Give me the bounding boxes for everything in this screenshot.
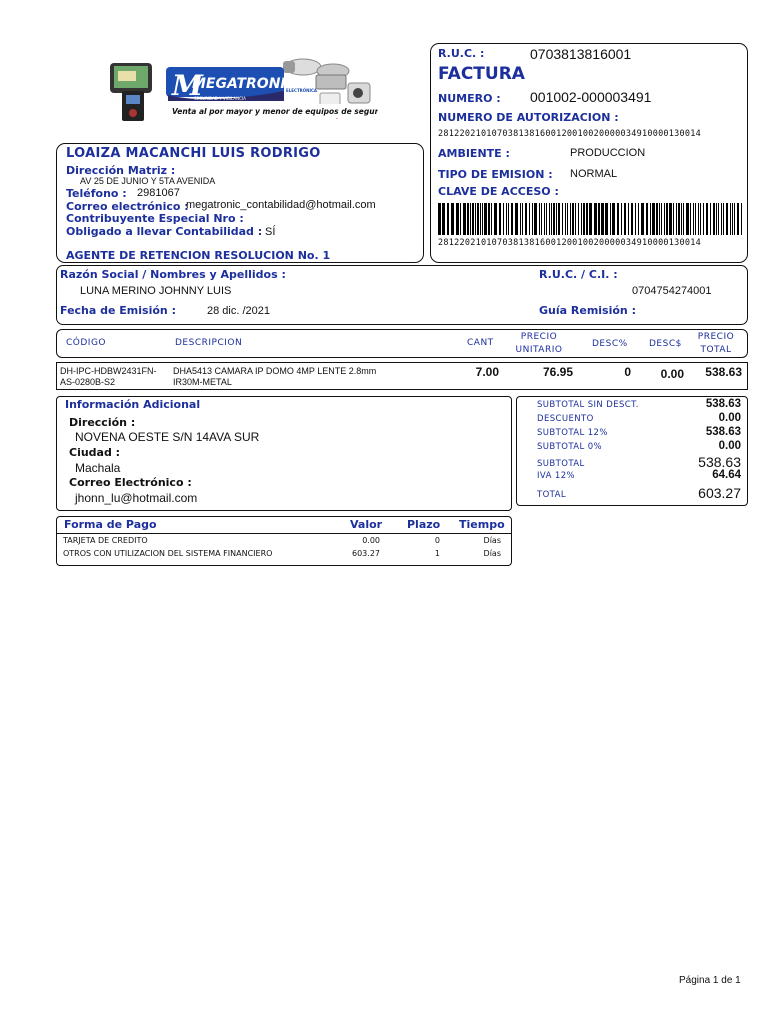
payment-value: 603.27 [352,549,380,558]
barcode-bar [695,203,696,235]
barcode-bar [638,203,639,235]
col-header-unit-price [508,331,570,357]
barcode-bar [732,203,733,235]
invoice-ruc-label: R.U.C. : [438,47,485,60]
invoice-access-key: 2812202101070381381600120010020000034910000130014 [438,238,702,248]
col-header-disc-pct: DESC% [592,339,628,349]
barcode-bar [612,203,615,235]
barcode-bar [652,203,655,235]
barcode-bar [463,203,466,235]
invoice-doc-type: FACTURA [438,64,525,84]
issuer-address: AV 25 DE JUNIO Y 5TA AVENIDA [80,176,216,186]
barcode-bar [586,203,588,235]
payment-time: Días [483,549,501,558]
col-header-disc-amt: DESC$ [649,339,682,349]
barcode-bar [741,203,742,235]
additional-info-title: Información Adicional [65,398,201,411]
totals-label: TOTAL [537,490,566,500]
barcode-bar [631,203,633,235]
item-total: 538.63 [705,365,742,379]
logo-brand-text: MEGATRONIC [192,76,296,92]
col-header-total-line1: PRECIO [697,332,735,342]
payment-time: Días [483,536,501,545]
invoice-emission-type-label: TIPO DE EMISION : [438,168,553,181]
payment-header-method: Forma de Pago [64,518,157,531]
additional-city-label: Ciudad : [69,446,121,459]
payment-header-time: Tiempo [459,518,505,531]
barcode-bar [581,203,582,235]
totals-label: SUBTOTAL [537,459,585,469]
barcode-bar [506,203,507,235]
barcode-bar [624,203,626,235]
payment-method: TARJETA DE CREDITO [63,536,148,545]
invoice-emission-type: NORMAL [570,168,618,180]
customer-id-label: R.U.C. / C.I. : [539,268,618,281]
barcode-bar [522,203,523,235]
barcode-bar [703,203,704,235]
barcode-bar [539,203,540,235]
totals-label: IVA 12% [537,471,575,481]
totals-label: SUBTOTAL SIN DESCT. [537,400,639,410]
barcode-bar [534,203,537,235]
barcode-bar [605,203,608,235]
barcode-bar [716,203,717,235]
barcode-bar [541,203,542,235]
barcode-bar [686,203,689,235]
barcode-bar [678,203,680,235]
item-description-line2: IR30M-METAL [173,377,232,387]
barcode-bar [621,203,622,235]
barcode-bar [511,203,513,235]
barcode-bar [734,203,735,235]
barcode-bar [529,203,530,235]
barcode-bar [610,203,611,235]
barcode-bar [683,203,684,235]
barcode-bar [442,203,445,235]
logo-graphic [108,55,378,125]
issuer-address-label: Dirección Matriz : [66,164,176,177]
totals-value: 603.27 [698,485,741,501]
barcode-bar [635,203,636,235]
item-code-line1: DH-IPC-HDBW2431FN- [60,366,157,376]
barcode-bar [556,203,557,235]
barcode-bar [515,203,518,235]
totals-value: 0.00 [718,412,741,424]
issuer-email-label: Correo electrónico : [66,200,189,213]
barcode-bar [499,203,501,235]
barcode-bar [737,203,739,235]
barcode-bar [572,203,574,235]
barcode-bar [713,203,715,235]
barcode-bar [438,203,441,235]
barcode-bar [690,203,691,235]
barcode-bar [467,203,469,235]
barcode-bar [477,203,479,235]
payment-term: 0 [434,536,440,545]
barcode-bar [706,203,708,235]
totals-value: 0.00 [718,440,741,452]
barcode-bar [617,203,619,235]
barcode-bar [676,203,677,235]
barcode-bar [664,203,665,235]
item-description-line1: DHA5413 CAMARA IP DOMO 4MP LENTE 2.8mm [173,366,377,376]
barcode-bar [598,203,600,235]
barcode-bar [661,203,662,235]
items-header-box [56,329,748,358]
barcode-bar [710,203,711,235]
totals-value: 538.63 [698,454,741,470]
item-code [60,366,157,388]
barcode-bar [494,203,497,235]
payment-header-term: Plazo [407,518,441,531]
barcode-bar [681,203,682,235]
barcode-bar [641,203,644,235]
barcode-bar [544,203,545,235]
barcode-bar [589,203,592,235]
customer-guide-label: Guía Remisión : [539,304,636,317]
payment-row [57,549,511,562]
barcode-bar [693,203,694,235]
barcode-bar [578,203,579,235]
barcode-bar [575,203,576,235]
logo-tagline-side: ELECTRÓNICA [286,88,318,93]
additional-address-label: Dirección : [69,416,136,429]
totals-value: 538.63 [705,426,741,438]
page-number: Página 1 de 1 [679,975,741,986]
barcode-bar [594,203,597,235]
totals-label: SUBTOTAL 12% [537,428,608,438]
barcode-bar [650,203,651,235]
invoice-number-label: NUMERO : [438,92,501,105]
payment-row [57,536,511,549]
invoice-environment-label: AMBIENTE : [438,147,510,160]
barcode-bar [646,203,648,235]
payment-method: OTROS CON UTILIZACION DEL SISTEMA FINANCIERO [63,549,273,558]
col-header-qty: CANT [467,338,494,348]
invoice-auth-number: 2812202101070381381600120010020000034910000130014 [438,129,702,139]
barcode-bar [567,203,568,235]
issuer-phone: 2981067 [137,187,180,199]
payment-header-value: Valor [350,518,383,531]
barcode-bar [491,203,492,235]
col-header-unit-price-line1: PRECIO [520,332,558,342]
barcode-bar [475,203,476,235]
payment-value: 0.00 [362,536,380,545]
invoice-ruc: 0703813816001 [530,46,632,62]
barcode-bar [456,203,459,235]
access-key-barcode [438,203,742,235]
barcode-bar [673,203,674,235]
additional-email: jhonn_lu@hotmail.com [75,491,198,505]
logo-tagline-small: SEGURIDAD Y VIGILANCIA [194,96,246,101]
totals-value: 64.64 [712,469,741,481]
barcode-bar [546,203,547,235]
barcode-bar [730,203,731,235]
item-code-line2: AS-0280B-S2 [60,377,116,387]
issuer-phone-label: Teléfono : [66,187,127,200]
barcode-bar [718,203,719,235]
barcode-bar [669,203,672,235]
additional-city: Machala [75,461,121,475]
issuer-email: megatronic_contabilidad@hotmail.com [186,199,376,211]
barcode-bar [666,203,668,235]
barcode-bar [558,203,560,235]
col-header-code: CÓDIGO [66,338,107,348]
additional-address: NOVENA OESTE S/N 14AVA SUR [75,430,260,444]
invoice-environment: PRODUCCION [570,147,646,159]
barcode-bar [659,203,660,235]
item-disc-amt: 0.00 [660,367,684,381]
invoice-number: 001002-000003491 [530,89,652,105]
col-header-unit-price-line2: UNITARIO [515,345,563,355]
barcode-bar [721,203,722,235]
customer-name: LUNA MERINO JOHNNY LUIS [80,285,232,297]
barcode-bar [532,203,533,235]
barcode-bar [503,203,504,235]
item-qty: 7.00 [475,365,499,379]
barcode-bar [551,203,552,235]
barcode-bar [488,203,490,235]
customer-date-label: Fecha de Emisión : [60,304,176,317]
col-header-total-line2: TOTAL [700,345,732,355]
barcode-bar [447,203,449,235]
totals-label: DESCUENTO [537,414,594,424]
barcode-bar [549,203,550,235]
barcode-bar [601,203,604,235]
barcode-bar [656,203,658,235]
barcode-bar [553,203,555,235]
issuer-accounting-label: Obligado a llevar Contabilidad : [66,225,263,238]
barcode-bar [698,203,699,235]
barcode-bar [520,203,521,235]
barcode-bar [628,203,629,235]
issuer-retention: AGENTE DE RETENCION RESOLUCION No. 1 [66,249,331,262]
logo-slogan: Venta al por mayor y menor de equipos de seguridad [172,107,378,116]
item-description [173,366,376,388]
barcode-bar [570,203,571,235]
invoice-auth-label: NUMERO DE AUTORIZACION : [438,111,619,124]
barcode-bar [480,203,481,235]
issuer-accounting: SÍ [265,226,276,238]
payment-header-rule [57,533,511,534]
additional-email-label: Correo Electrónico : [69,476,192,489]
table-row [56,362,748,390]
col-header-total [688,331,744,357]
invoice-access-key-label: CLAVE DE ACCESO : [438,185,559,198]
issuer-name: LOAIZA MACANCHI LUIS RODRIGO [66,146,321,161]
customer-id: 0704754274001 [632,285,712,297]
totals-label: SUBTOTAL 0% [537,442,602,452]
payment-term: 1 [434,549,440,558]
barcode-bar [460,203,461,235]
barcode-bar [565,203,566,235]
issuer-special-label: Contribuyente Especial Nro : [66,212,244,225]
logo-m-letter: M [172,69,203,102]
barcode-bar [726,203,728,235]
customer-date: 28 dic. /2021 [207,305,270,317]
barcode-bar [583,203,585,235]
barcode-bar [484,203,487,235]
barcode-bar [472,203,474,235]
barcode-bar [562,203,563,235]
barcode-bar [482,203,483,235]
customer-name-label: Razón Social / Nombres y Apellidos : [60,268,286,281]
barcode-bar [451,203,454,235]
item-disc-pct: 0 [624,365,631,379]
totals-value: 538.63 [705,398,741,410]
barcode-bar [700,203,701,235]
company-logo [108,55,378,125]
barcode-bar [525,203,527,235]
barcode-bar [723,203,724,235]
col-header-description: DESCRIPCION [175,338,243,348]
barcode-bar [508,203,509,235]
item-unit-price: 76.95 [542,365,573,379]
barcode-bar [470,203,471,235]
